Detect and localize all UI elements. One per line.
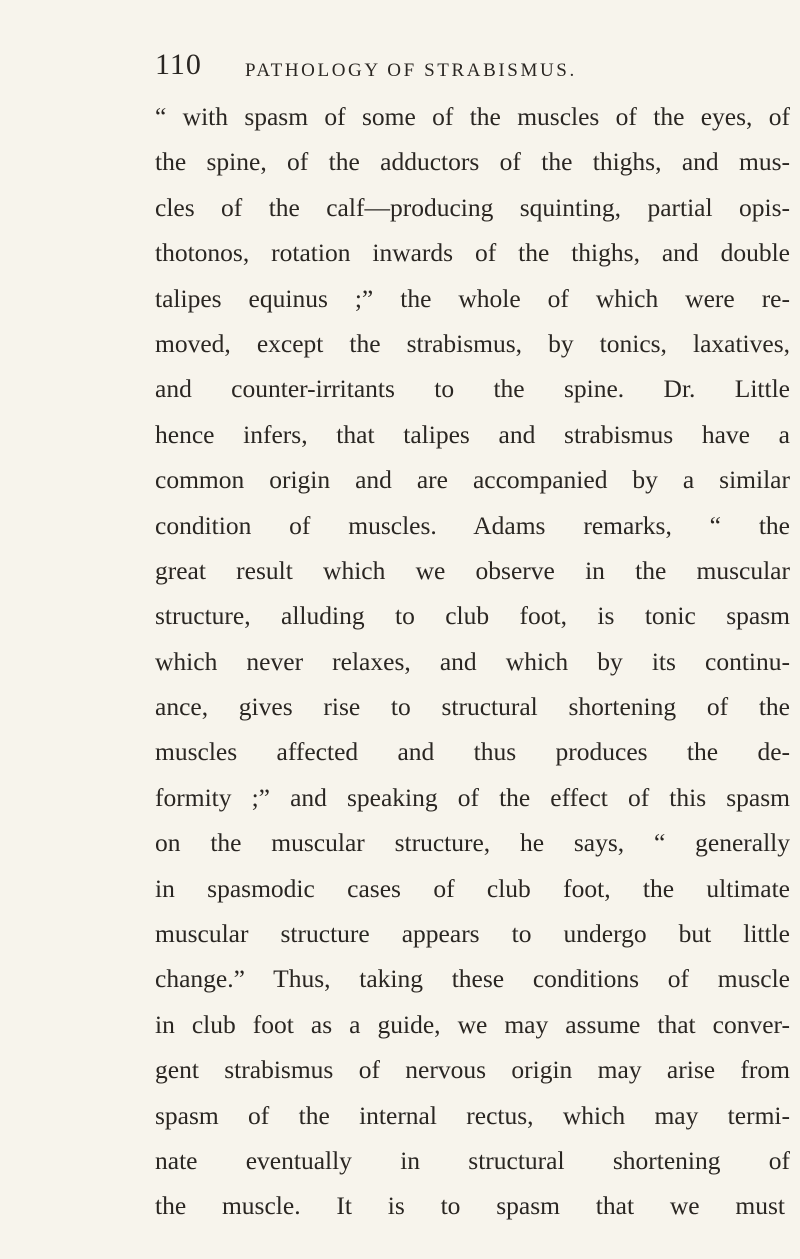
text-line: muscular structure appears to undergo but little	[155, 919, 790, 949]
text-line: spasm of the internal rectus, which may termi-	[155, 1100, 790, 1130]
text-line: condition of muscles. Adams remarks, “ the	[155, 510, 790, 540]
text-line: on the muscular structure, he says, “ generally	[155, 828, 790, 858]
body-text	[155, 94, 790, 1229]
running-head: PATHOLOGY OF STRABISMUS.	[245, 60, 577, 81]
text-line: cles of the calf—producing squinting, partial opis-	[155, 192, 790, 222]
text-line: in spasmodic cases of club foot, the ultimate	[155, 873, 790, 903]
text-line: in club foot as a guide, we may assume that conver-	[155, 1009, 790, 1039]
text-line: formity ;” and speaking of the effect of this spasm	[155, 782, 790, 812]
text-line: great result which we observe in the muscular	[155, 555, 790, 585]
text-line: talipes equinus ;” the whole of which were re-	[155, 283, 790, 313]
text-line: gent strabismus of nervous origin may arise from	[155, 1055, 790, 1085]
text-line: moved, except the strabismus, by tonics, laxatives,	[155, 328, 790, 358]
text-line: common origin and are accompanied by a similar	[155, 465, 790, 495]
text-line: the muscle. It is to spasm that we must	[155, 1191, 785, 1221]
text-line: “ with spasm of some of the muscles of the eyes, of	[155, 102, 790, 131]
text-line: ance, gives rise to structural shortening of the	[155, 692, 790, 722]
text-line: which never relaxes, and which by its continu-	[155, 646, 790, 676]
text-line: hence infers, that talipes and strabismus have a	[155, 419, 790, 449]
page-header	[155, 48, 715, 88]
page-number: 110	[155, 48, 202, 81]
text-line: and counter-irritants to the spine. Dr. Little	[155, 374, 790, 404]
text-line: muscles affected and thus produces the de-	[155, 737, 790, 767]
text-line: thotonos, rotation inwards of the thighs, and double	[155, 238, 790, 268]
text-line: the spine, of the adductors of the thighs, and mus-	[155, 147, 790, 177]
text-line: change.” Thus, taking these conditions of muscle	[155, 964, 790, 994]
text-line: structure, alluding to club foot, is tonic spasm	[155, 601, 790, 631]
text-line: nate eventually in structural shortening of	[155, 1145, 790, 1175]
